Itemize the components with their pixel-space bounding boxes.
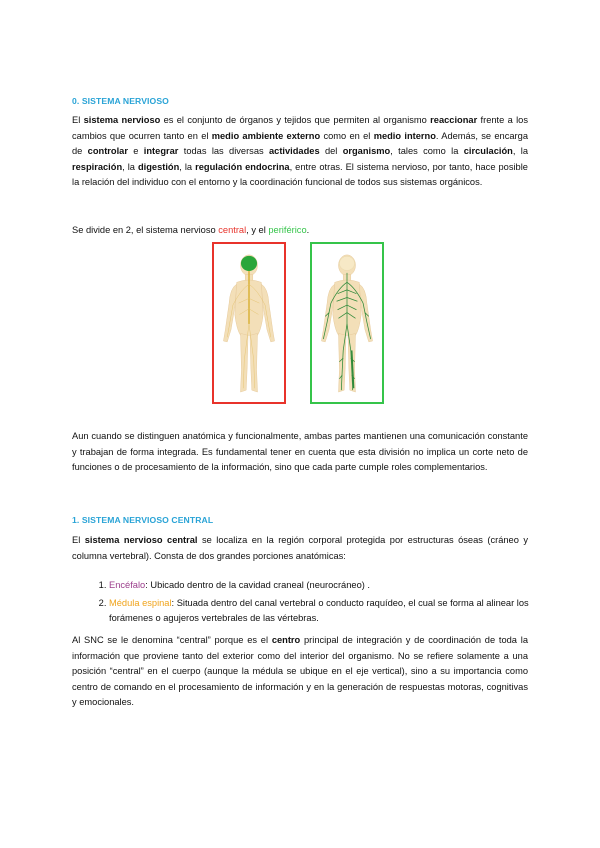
section-title-sistema-nervioso: 0. SISTEMA NERVIOSO bbox=[72, 96, 169, 106]
relationship-paragraph: Aun cuando se distinguen anatómica y funcionalmente, ambas partes mantienen una comunicación constante y trabajan de forma integrada. Es fundamental tener en cuenta que esta división no implica un corte neto de funciones o de procesamiento de la información, sino que cada parte cumple roles complementarios. bbox=[72, 431, 528, 472]
pns-body-illustration bbox=[312, 244, 382, 402]
brain-icon bbox=[241, 256, 257, 271]
periferico-label: periférico bbox=[268, 225, 307, 235]
section-title-snc: 1. SISTEMA NERVIOSO CENTRAL bbox=[72, 515, 214, 525]
central-label: central bbox=[218, 225, 247, 235]
intro-paragraph: El sistema nervioso es el conjunto de órganos y tejidos que permiten al organismo reaccionar frente a los cambios que ocurren tanto en el medio ambiente externo como en el medio interno. Además, se encarga de controlar e integrar todas las diversas actividades del organismo, tales como la circulación, la respiración, la digestión, la regulación endocrina, entre otras. El sistema nervioso, por tanto, hace posible la relación del individuo con el entorno y la coordinación funcional de todos sus sistemas orgánicos. bbox=[72, 115, 528, 187]
snc-central-paragraph: Al SNC se le denomina “central” porque es el centro principal de integración y de coordinación de toda la información que proviene tanto del exterior como del interior del organismo. No se refiere solamente a una posición “central” en el cuerpo (aunque la médula se ubique en el eje vertical), sino a su importancia como centro de comando en el procesamiento de información y en la generación de respuestas motoras, cognitivas y emocionales. bbox=[72, 635, 528, 707]
list-item-encefalo: 1. Encéfalo: Ubicado dentro de la cavidad craneal (neurocráneo) . bbox=[109, 578, 549, 594]
figure-peripheral-nervous-system bbox=[310, 242, 384, 404]
figure-central-nervous-system bbox=[212, 242, 286, 404]
list-item-medula: 2. Médula espinal: Situada dentro del canal vertebral o conducto raquídeo, el cual se forma al alinear los forámenes o agujeros vertebrales de las vértebras. bbox=[109, 596, 549, 627]
cns-body-illustration bbox=[214, 244, 284, 402]
snc-parts-list bbox=[92, 578, 549, 629]
division-paragraph: Se divide en 2, el sistema nervioso central, y el periférico. bbox=[72, 225, 310, 235]
snc-location-paragraph: El sistema nervioso central se localiza en la región corporal protegida por estructuras óseas (cráneo y columna vertebral). Consta de dos grandes porciones anatómicas: bbox=[72, 535, 528, 561]
